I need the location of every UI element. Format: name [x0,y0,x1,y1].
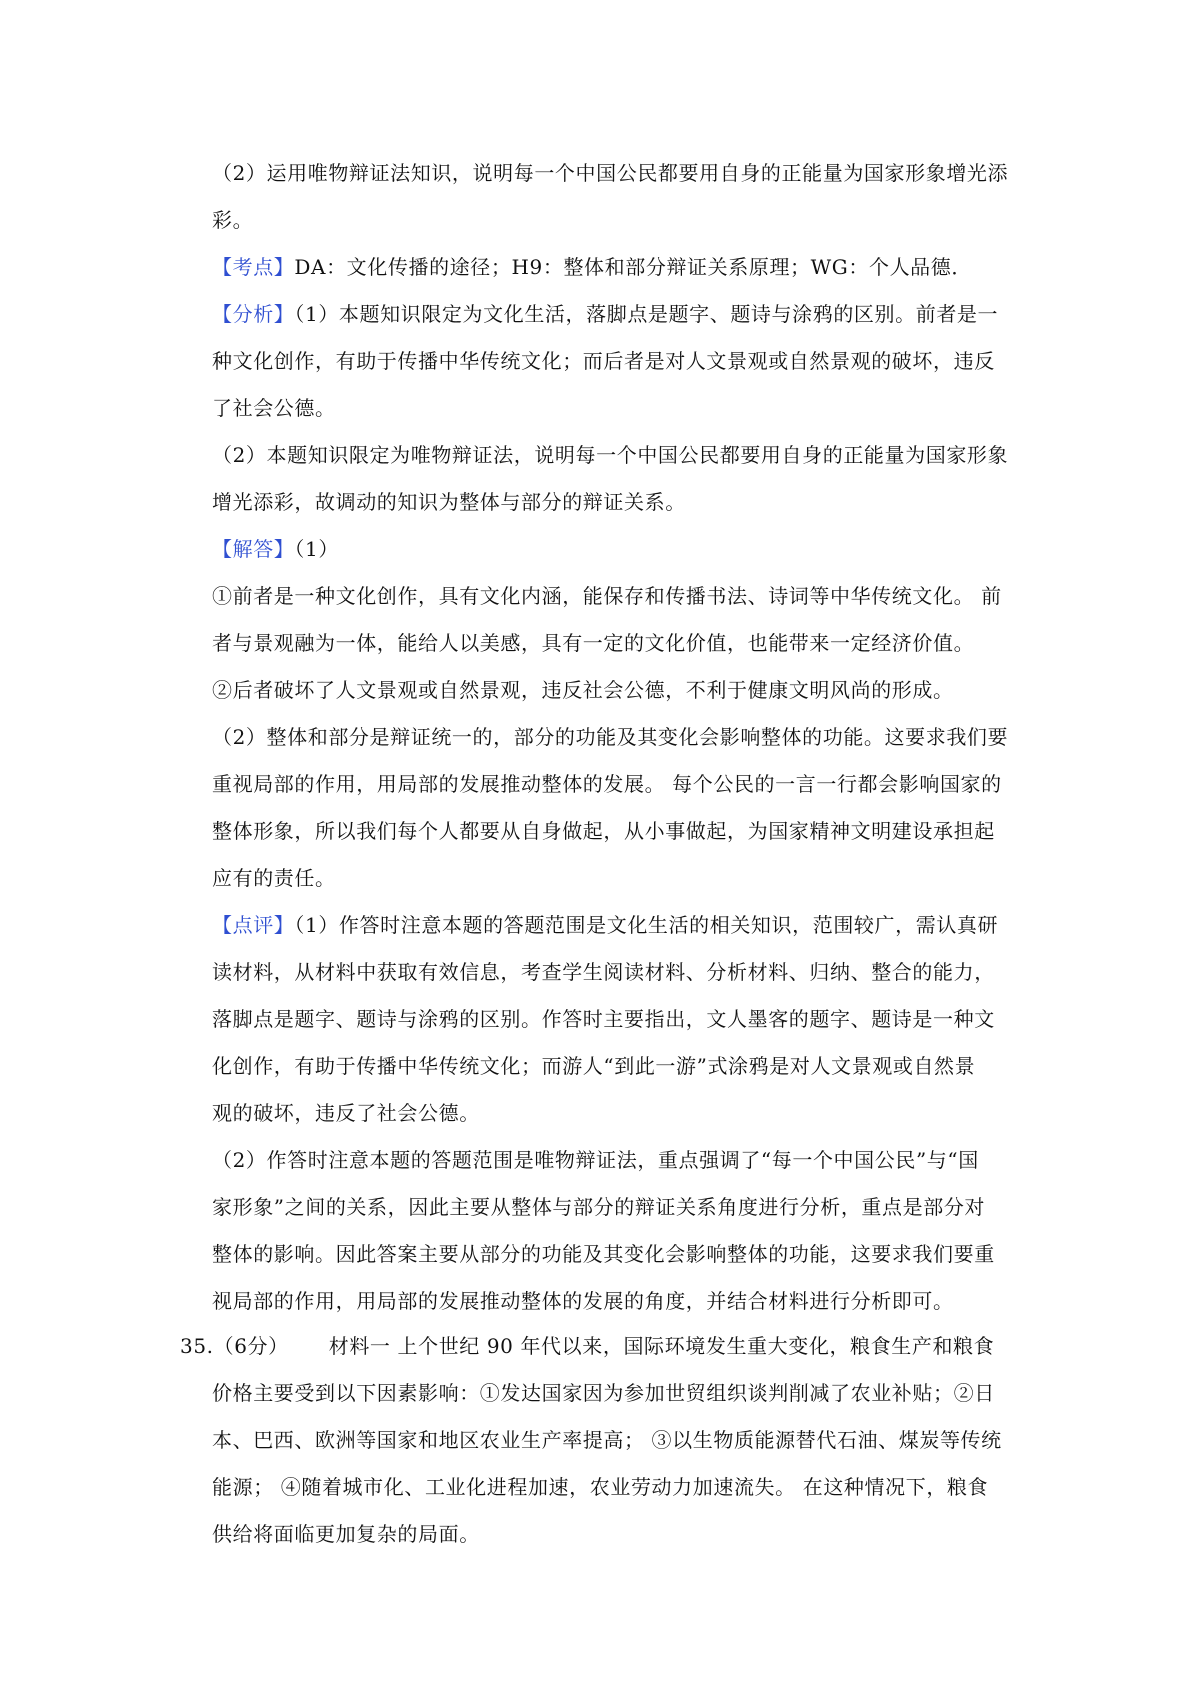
jieda-line: ①前者是一种文化创作，具有文化内涵，能保存和传播书法、诗词等中华传统文化。 前 [212,584,1002,608]
fenxi-block [212,291,1024,526]
dianping-first-text: （1）作答时注意本题的答题范围是文化生活的相关知识，范围较广，需认真研 [294,913,999,937]
dianping-line: 整体的影响。因此答案主要从部分的功能及其变化会影响整体的功能，这要求我们要重 [212,1242,995,1266]
fenxi-tag: 【分析】 [212,302,295,326]
fenxi-line: （2）本题知识限定为唯物辩证法，说明每一个中国公民都要用自身的正能量为国家形象 [212,443,1009,467]
jieda-line: （2）整体和部分是辩证统一的，部分的功能及其变化会影响整体的功能。这要求我们要 [212,725,1009,749]
question-35-first-text: 材料一 上个世纪 90 年代以来，国际环境发生重大变化，粮食生产和粮食 [328,1334,995,1358]
kaodian-row [212,244,1024,291]
jieda-line: 应有的责任。 [212,866,336,890]
dianping-line: 落脚点是题字、题诗与涂鸦的区别。作答时主要指出，文人墨客的题字、题诗是一种文 [212,1007,995,1031]
part2-question-line-2: 彩。 [212,208,254,232]
fenxi-first-text: （1）本题知识限定为文化生活，落脚点是题字、题诗与涂鸦的区别。前者是一 [294,302,999,326]
jieda-block [212,526,1024,902]
dianping-line: 读材料，从材料中获取有效信息，考查学生阅读材料、分析材料、归纳、整合的能力， [212,960,995,984]
question-35-number: 35.（6分） [180,1334,289,1358]
jieda-line: 整体形象，所以我们每个人都要从自身做起，从小事做起，为国家精神文明建设承担起 [212,819,995,843]
jieda-line: ②后者破坏了人文景观或自然景观，违反社会公德，不利于健康文明风尚的形成。 [212,678,954,702]
dianping-line: 视局部的作用，用局部的发展推动整体的发展的角度，并结合材料进行分析即可。 [212,1289,954,1313]
fenxi-line: 增光添彩，故调动的知识为整体与部分的辩证关系。 [212,490,686,514]
question-35-line: 本、巴西、欧洲等国家和地区农业生产率提高； ③以生物质能源替代石油、煤炭等传统 [212,1428,1002,1452]
kaodian-text: DA：文化传播的途径；H9：整体和部分辩证关系原理；WG：个人品德． [294,255,972,279]
jieda-line: 者与景观融为一体，能给人以美感，具有一定的文化价值，也能带来一定经济价值。 [212,631,975,655]
question-35-line: 供给将面临更加复杂的局面。 [212,1522,480,1546]
kaodian-tag: 【考点】 [212,255,295,279]
question-35 [180,1323,1040,1558]
dianping-tag: 【点评】 [212,913,295,937]
fenxi-first-line [212,291,1024,338]
part2-question-line-1: （2）运用唯物辩证法知识，说明每一个中国公民都要用自身的正能量为国家形象增光添 [212,161,1009,185]
jieda-first-line [212,526,1024,573]
dianping-line: 观的破坏，违反了社会公德。 [212,1101,480,1125]
jieda-tag: 【解答】 [212,537,295,561]
jieda-line: 重视局部的作用，用局部的发展推动整体的发展。 每个公民的一言一行都会影响国家的 [212,772,1002,796]
jieda-first-text: （1） [294,537,339,561]
part2-question [212,150,1024,244]
dianping-first-line [212,902,1024,949]
fenxi-line: 种文化创作，有助于传播中华传统文化；而后者是对人文景观或自然景观的破坏，违反 [212,349,995,373]
question-35-first-line [180,1323,1040,1370]
question-35-line: 价格主要受到以下因素影响：①发达国家因为参加世贸组织谈判削减了农业补贴；②日 [212,1381,995,1405]
question-35-line: 能源； ④随着城市化、工业化进程加速，农业劳动力加速流失。 在这种情况下，粮食 [212,1475,989,1499]
answer-section [212,150,1024,1325]
fenxi-line: 了社会公德。 [212,396,336,420]
dianping-line: 化创作，有助于传播中华传统文化；而游人“到此一游”式涂鸦是对人文景观或自然景 [212,1054,976,1078]
dianping-line: （2）作答时注意本题的答题范围是唯物辩证法，重点强调了“每一个中国公民”与“国 [212,1148,979,1172]
dianping-line: 家形象”之间的关系，因此主要从整体与部分的辩证关系角度进行分析，重点是部分对 [212,1195,986,1219]
dianping-block [212,902,1024,1325]
